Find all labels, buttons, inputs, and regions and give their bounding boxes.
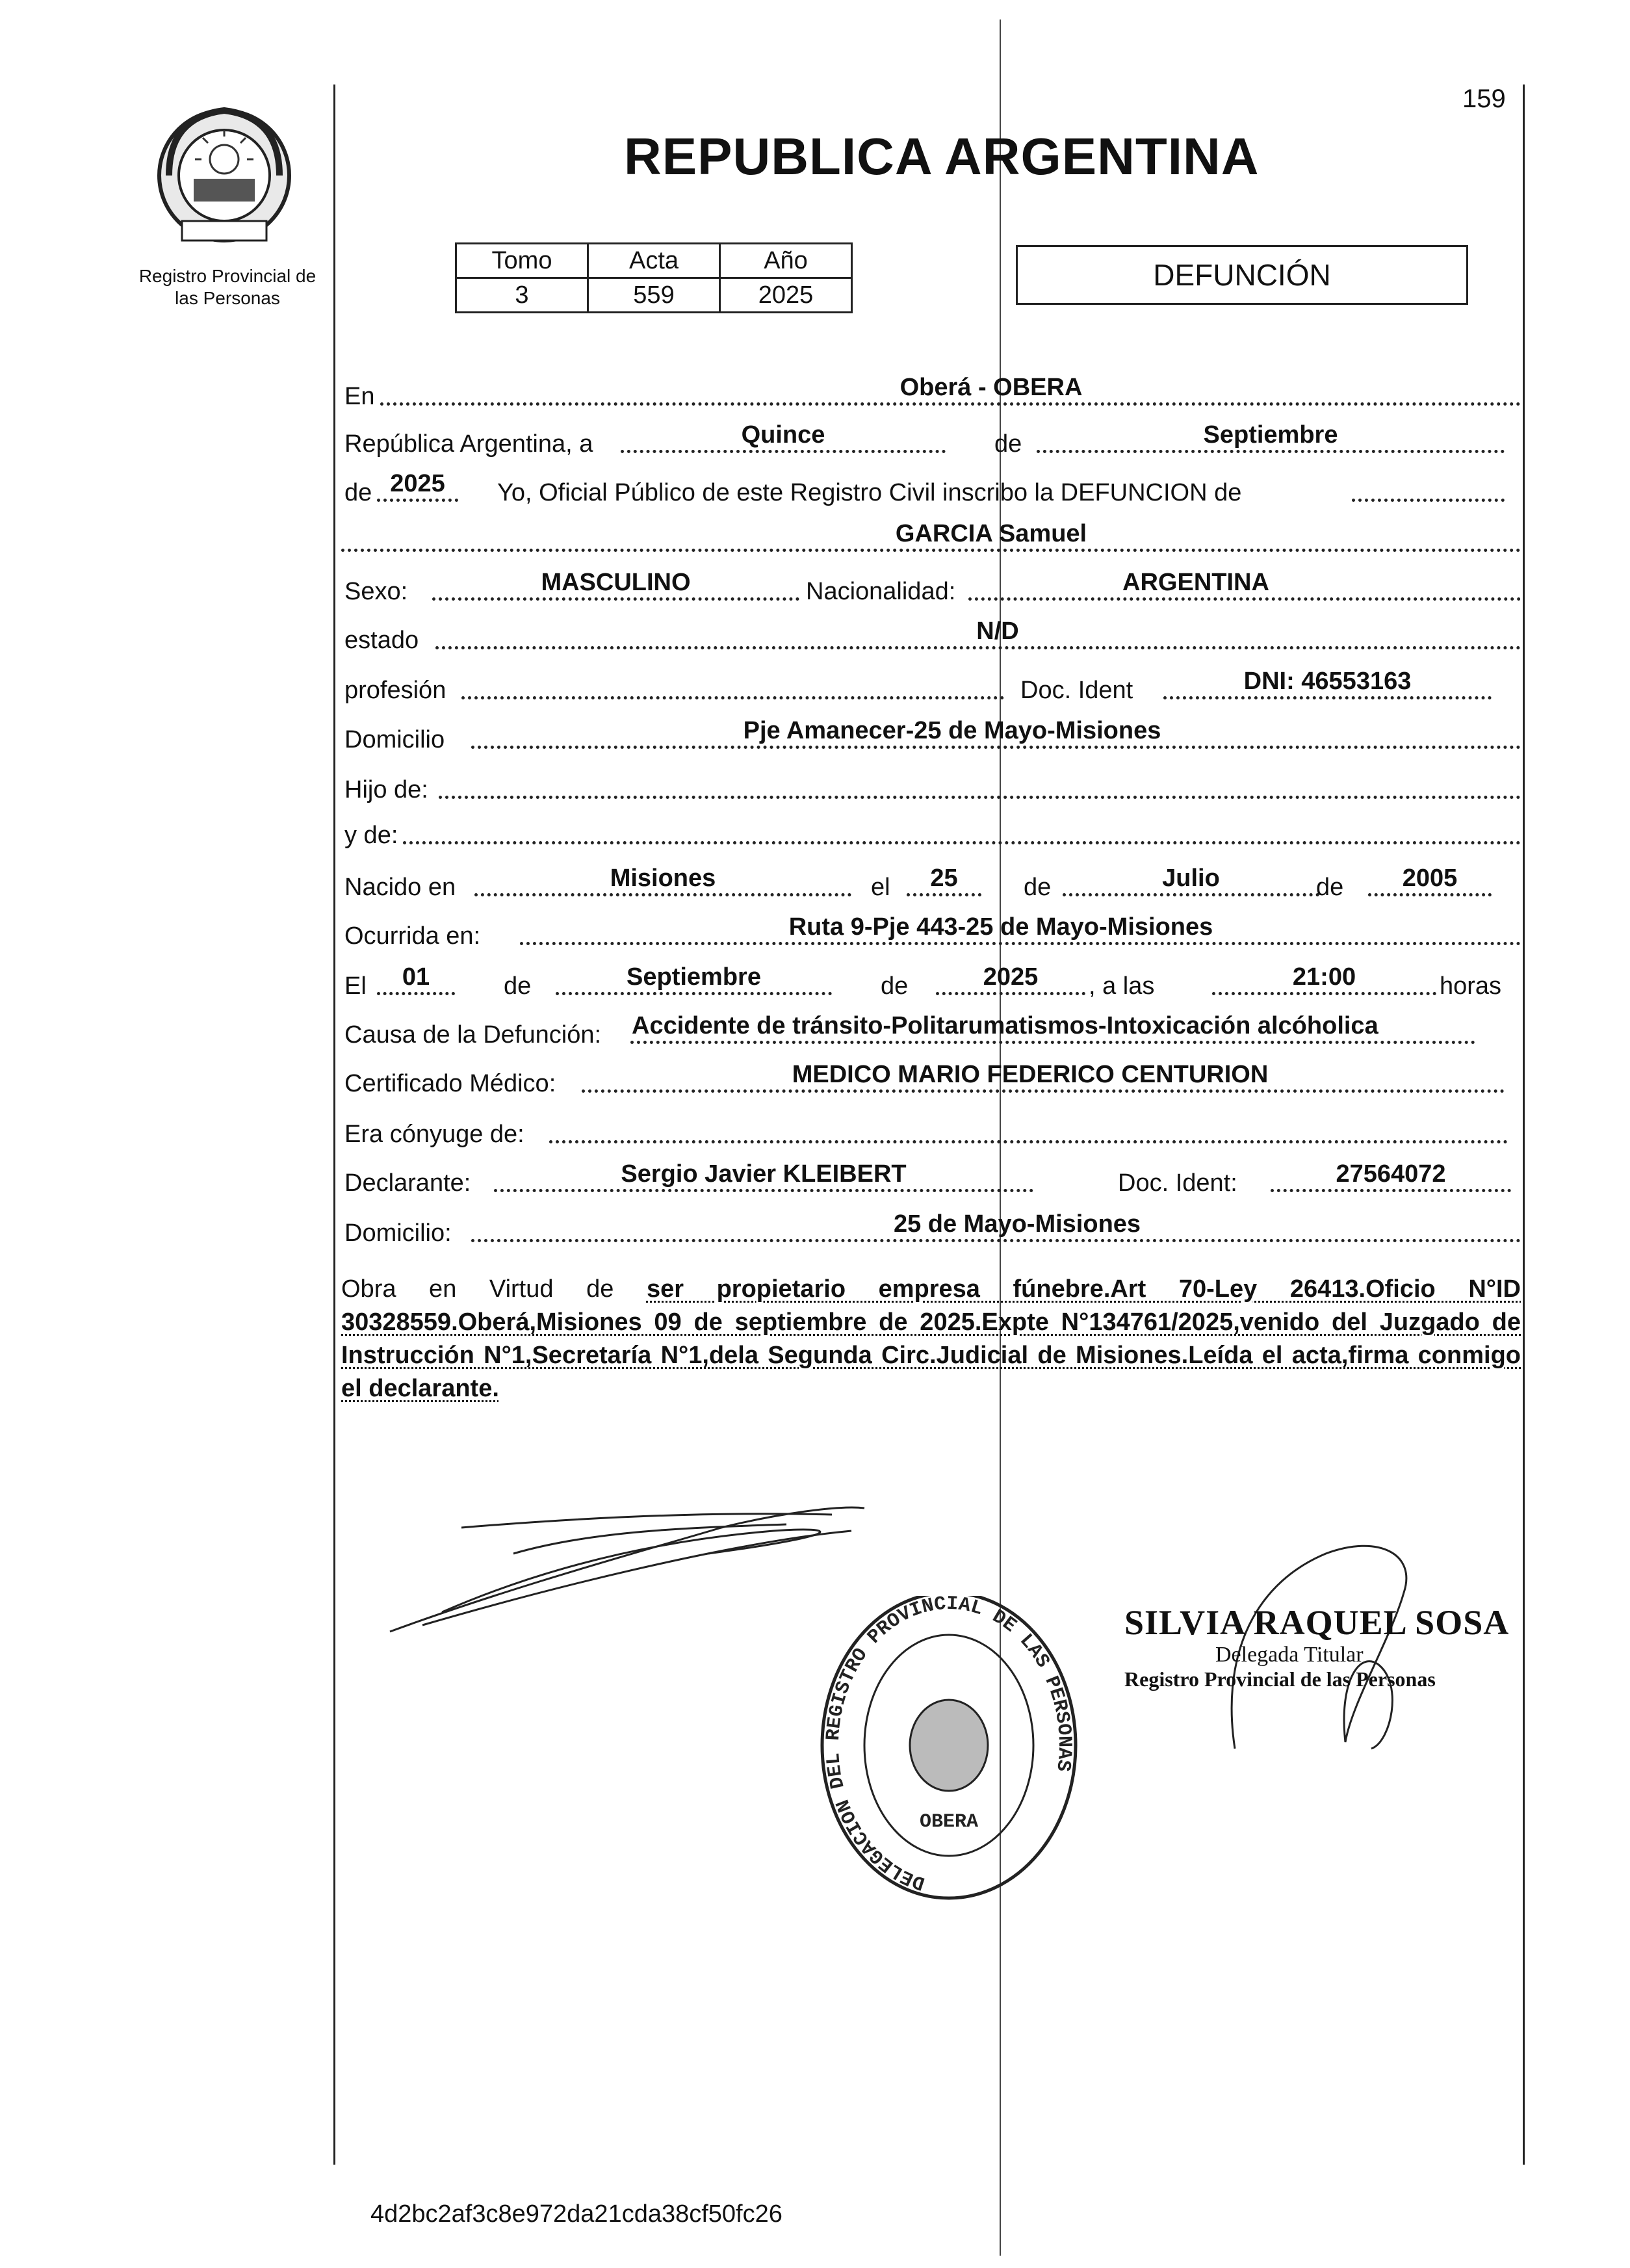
province-seal bbox=[149, 98, 299, 247]
signer-org: Registro Provincial de las Personas bbox=[1124, 1667, 1436, 1691]
ocurrida-label: Ocurrida en: bbox=[344, 922, 481, 950]
de-label-5: de bbox=[504, 972, 532, 1000]
month-value: Septiembre bbox=[1203, 421, 1338, 449]
el-label-2: El bbox=[344, 972, 367, 1000]
act-reference-table bbox=[455, 242, 853, 313]
nacionalidad-value: ARGENTINA bbox=[1122, 569, 1269, 596]
row-en bbox=[341, 374, 1521, 413]
stamp-ring-text: DELEGACION DEL REGISTRO PROVINCIAL DE LAS PERSONAS bbox=[822, 1596, 1076, 1894]
birth-year-value: 2005 bbox=[1402, 865, 1458, 892]
death-year-value: 2025 bbox=[983, 963, 1039, 991]
row-nombre bbox=[341, 520, 1521, 559]
place-value: Oberá - OBERA bbox=[899, 374, 1083, 401]
causa-value: Accidente de tránsito-Politarumatismos-Intoxicación alcóholica bbox=[632, 1012, 1378, 1039]
death-hour-value: 21:00 bbox=[1292, 963, 1356, 991]
obra-text: ser propietario empresa fúnebre.Art 70-Ley 26413.Oficio N°ID 30328559.Oberá,Misiones 09 de septiembre de 2025.Expte N°134761/2025,venido del Juzgado de Instrucción N°1,Secretaría N°1,dela Segunda Circ.Judicial de Misiones.Leída el acta,firma conmigo el declarante. bbox=[341, 1275, 1521, 1402]
year-value: 2025 bbox=[390, 470, 445, 497]
acta-header: Acta bbox=[588, 244, 720, 278]
birth-place-value: Misiones bbox=[610, 865, 716, 892]
death-month-value: Septiembre bbox=[627, 963, 761, 991]
row-nacido bbox=[341, 865, 1521, 904]
row-conyuge bbox=[341, 1112, 1521, 1151]
signer-block bbox=[1124, 1602, 1509, 1691]
registry-line-2: las Personas bbox=[175, 288, 280, 308]
y-de-label: y de: bbox=[344, 822, 398, 849]
row-certificado bbox=[341, 1061, 1521, 1100]
stamp-city: OBERA bbox=[919, 1811, 979, 1833]
birth-month-value: Julio bbox=[1162, 865, 1220, 892]
declarante-label: Declarante: bbox=[344, 1169, 471, 1197]
nacionalidad-label: Nacionalidad: bbox=[806, 578, 956, 605]
nacido-en-label: Nacido en bbox=[344, 874, 456, 901]
row-fecha-defuncion bbox=[341, 963, 1521, 1002]
day-value: Quince bbox=[741, 421, 825, 449]
deceased-name: GARCIA Samuel bbox=[895, 520, 1087, 547]
en-label: En bbox=[344, 383, 375, 410]
tomo-header: Tomo bbox=[456, 244, 588, 278]
de-label: de bbox=[994, 430, 1022, 458]
domicilio-value: Pje Amanecer-25 de Mayo-Misiones bbox=[743, 717, 1161, 744]
official-stamp bbox=[809, 1596, 1089, 1921]
doc-ident-value: DNI: 46553163 bbox=[1243, 668, 1412, 695]
domicilio-label: Domicilio bbox=[344, 726, 445, 753]
row-yo bbox=[341, 470, 1521, 509]
signer-name: SILVIA RAQUEL SOSA bbox=[1124, 1603, 1510, 1642]
certificado-value: MEDICO MARIO FEDERICO CENTURION bbox=[792, 1061, 1269, 1088]
ocurrida-value: Ruta 9-Pje 443-25 de Mayo-Misiones bbox=[788, 913, 1213, 941]
tomo-value: 3 bbox=[456, 278, 588, 313]
birth-day-value: 25 bbox=[930, 865, 958, 892]
certificado-label: Certificado Médico: bbox=[344, 1070, 556, 1097]
page-title: REPUBLICA ARGENTINA bbox=[624, 127, 1260, 185]
right-margin-line bbox=[1523, 85, 1525, 2165]
anio-value: 2025 bbox=[720, 278, 852, 313]
estado-value: N/D bbox=[976, 618, 1019, 645]
row-domicilio-2 bbox=[341, 1210, 1521, 1249]
left-margin-line bbox=[333, 85, 335, 2165]
row-domicilio bbox=[341, 717, 1521, 756]
sexo-value: MASCULINO bbox=[541, 569, 691, 596]
declarante-value: Sergio Javier KLEIBERT bbox=[621, 1160, 907, 1188]
death-day-value: 01 bbox=[402, 963, 430, 991]
declarante-doc-value: 27564072 bbox=[1336, 1160, 1446, 1188]
obra-label: Obra en Virtud de bbox=[341, 1275, 614, 1303]
profesion-label: profesión bbox=[344, 677, 446, 704]
de-label-6: de bbox=[881, 972, 909, 1000]
registry-caption bbox=[120, 265, 335, 309]
republica-label: República Argentina, a bbox=[344, 430, 593, 458]
de-label-3: de bbox=[1024, 874, 1052, 901]
row-profesion bbox=[341, 668, 1521, 707]
hijo-de-label: Hijo de: bbox=[344, 776, 428, 803]
causa-label: Causa de la Defunción: bbox=[344, 1021, 602, 1049]
row-sexo bbox=[341, 569, 1521, 608]
de-label-4: de bbox=[1316, 874, 1344, 901]
el-label: el bbox=[871, 874, 890, 901]
row-hijo-de bbox=[341, 767, 1521, 806]
document-hash: 4d2bc2af3c8e972da21cda38cf50fc26 bbox=[370, 2200, 783, 2228]
acta-value: 559 bbox=[588, 278, 720, 313]
anio-header: Año bbox=[720, 244, 852, 278]
de-label-2: de bbox=[344, 479, 372, 506]
domicilio-2-label: Domicilio: bbox=[344, 1219, 452, 1247]
domicilio-2-value: 25 de Mayo-Misiones bbox=[893, 1210, 1141, 1238]
record-type-box: DEFUNCIÓN bbox=[1016, 245, 1468, 305]
row-y-de bbox=[341, 813, 1521, 852]
doc-ident-2-label: Doc. Ident: bbox=[1118, 1169, 1237, 1197]
row-estado bbox=[341, 618, 1521, 657]
estado-label: estado bbox=[344, 627, 419, 654]
row-ocurrida bbox=[341, 913, 1521, 952]
obra-en-virtud-paragraph bbox=[341, 1273, 1521, 1405]
yo-text: Yo, Oficial Público de este Registro Civil inscribo la DEFUNCION de bbox=[497, 479, 1242, 506]
doc-ident-label: Doc. Ident bbox=[1020, 677, 1133, 704]
horas-label: horas bbox=[1440, 972, 1502, 1000]
row-causa bbox=[341, 1012, 1521, 1051]
row-declarante bbox=[341, 1160, 1521, 1199]
sexo-label: Sexo: bbox=[344, 578, 408, 605]
page-number: 159 bbox=[1462, 85, 1506, 113]
row-fecha bbox=[341, 421, 1521, 460]
registry-line-1: Registro Provincial de bbox=[138, 266, 317, 286]
conyuge-label: Era cónyuge de: bbox=[344, 1121, 524, 1148]
a-las-label: , a las bbox=[1089, 972, 1155, 1000]
signer-role: Delegada Titular bbox=[1215, 1643, 1364, 1667]
